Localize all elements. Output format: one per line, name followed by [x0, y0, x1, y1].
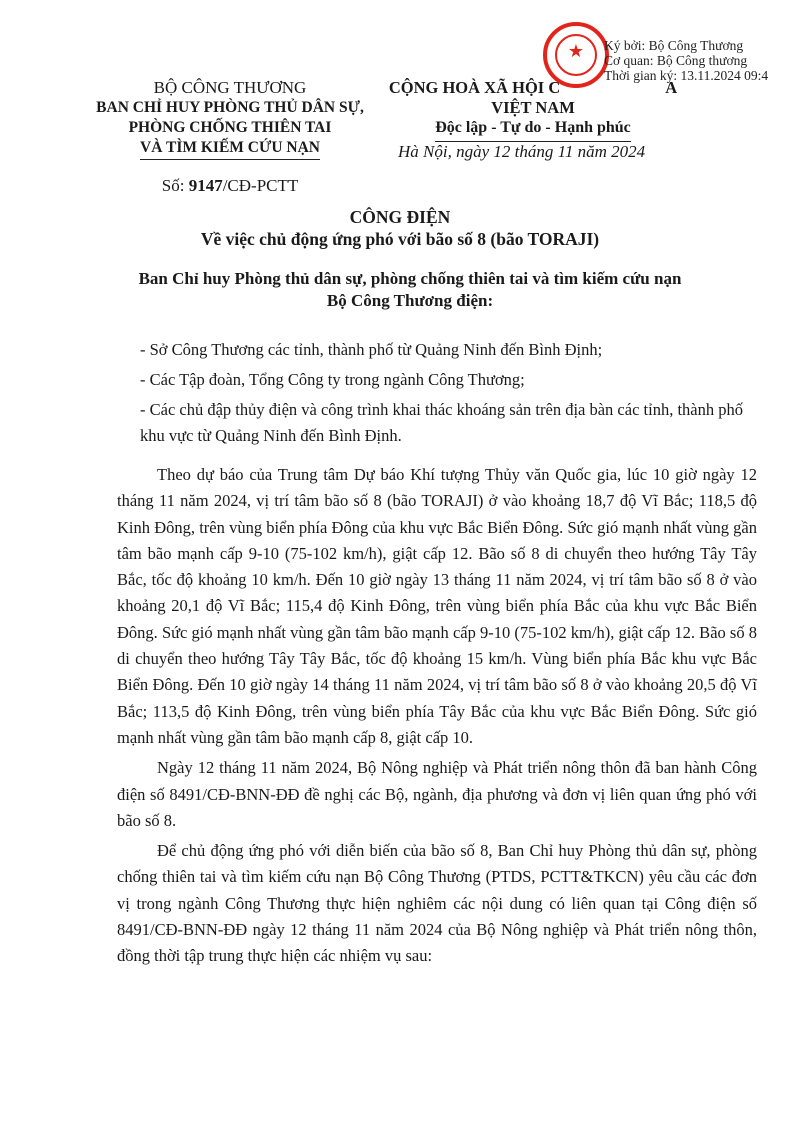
- committee-line-3: VÀ TÌM KIẾM CỨU NẠN: [140, 138, 320, 160]
- recipient-item: - Các chủ đập thủy điện và công trình khai thác khoáng sản trên địa bàn các tỉnh, thành phố khu vực từ Quảng Ninh đến Bình Định.: [140, 400, 743, 445]
- body-paragraph: Ngày 12 tháng 11 năm 2024, Bộ Nông nghiệp và Phát triển nông thôn đã ban hành Công điện số 8491/CĐ-BNN-ĐĐ đề nghị các Bộ, ngành, địa phương và đơn vị liên quan ứng phó với bão số 8.: [117, 758, 757, 830]
- digital-signature: [604, 38, 768, 83]
- document-body: [117, 462, 757, 974]
- signing-agency: Cơ quan: Bộ Công thương: [604, 53, 748, 68]
- nation-name-part1: CỘNG HOÀ XÃ HỘI C: [388, 78, 561, 97]
- document-number: [85, 176, 375, 196]
- issuing-authority: [85, 78, 375, 160]
- signing-time: Thời gian ký: 13.11.2024 09:4: [604, 68, 769, 83]
- signed-by: Ký bởi: Bộ Công Thương: [604, 38, 744, 53]
- committee-line-1: BAN CHỈ HUY PHÒNG THỦ DÂN SỰ,: [96, 99, 364, 116]
- recipient-item: - Sở Công Thương các tỉnh, thành phố từ Quảng Ninh đến Bình Định;: [140, 340, 603, 359]
- motto: Độc lập - Tự do - Hạnh phúc: [435, 118, 631, 142]
- addressee: [100, 268, 720, 312]
- national-emblem-stamp: [543, 22, 609, 88]
- body-paragraph: Để chủ động ứng phó với diễn biến của bão số 8, Ban Chỉ huy Phòng thủ dân sự, phòng chống thiên tai và tìm kiếm cứu nạn Bộ Công Thương (PTDS, PCTT&TKCN) yêu cầu các đơn vị trong ngành Công Thương thực hiện nghiêm các nội dung có liên quan tại Công điện số 8491/CĐ-BNN-ĐĐ ngày 12 tháng 11 năm 2024 của Bộ Nông nghiệp và Phát triển nông thôn, đồng thời tập trung thực hiện các nhiệm vụ sau:: [117, 841, 757, 966]
- body-paragraph: Theo dự báo của Trung tâm Dự báo Khí tượng Thủy văn Quốc gia, lúc 10 giờ ngày 12 tháng 11 năm 2024, vị trí tâm bão số 8 (bão TORAJI) ở vào khoảng 18,7 độ Vĩ Bắc; 118,5 độ Kinh Đông, trên vùng biển phía Đông của khu vực Bắc Biển Đông. Sức gió mạnh nhất vùng gần tâm bão mạnh cấp 9-10 (75-102 km/h), giật cấp 12. Bão số 8 di chuyển theo hướng Tây Tây Bắc, tốc độ khoảng 10 km/h. Đến 10 giờ ngày 13 tháng 11 năm 2024, vị trí tâm bão số 8 ở vào khoảng 20,1 độ Vĩ Bắc; 115,4 độ Kinh Đông, trên vùng biển phía Bắc của khu vực Bắc Biển Đông. Sức gió mạnh nhất vùng gần tâm bão mạnh cấp 9-10 (75-102 km/h), giật cấp 12. Bão số 8 di chuyển theo hướng Tây Tây Bắc, tốc độ khoảng 15 km/h. Vùng biển phía Bắc khu vực Bắc Biển Đông. Đến 10 giờ ngày 14 tháng 11 năm 2024, vị trí tâm bão số 8 ở vào khoảng 20,5 độ Vĩ Bắc; 113,5 độ Kinh Đông, trên vùng biển phía Tây Bắc của khu vực Bắc Biển Đông. Sức gió mạnh nhất vùng gần tâm bão mạnh cấp 8, giật cấp 10.: [117, 465, 757, 747]
- recipient-item: - Các Tập đoàn, Tổng Công ty trong ngành Công Thương;: [140, 370, 525, 389]
- document-subject: Về việc chủ động ứng phó với bão số 8 (bão TORAJI): [200, 229, 600, 249]
- recipient-list: [140, 337, 760, 453]
- doc-number-value: 9147: [188, 176, 223, 195]
- star-icon: ★: [567, 41, 585, 61]
- addressee-line-1: Ban Chỉ huy Phòng thủ dân sự, phòng chống thiên tai và tìm kiếm cứu nạn: [138, 269, 682, 288]
- nation-name-part2: A VIỆT NAM: [491, 78, 678, 117]
- document-title: [0, 206, 800, 250]
- addressee-line-2: Bộ Công Thương điện:: [326, 291, 494, 310]
- doc-number-label: Số:: [161, 176, 185, 195]
- document-type: CÔNG ĐIỆN: [349, 207, 451, 227]
- ministry-name: BỘ CÔNG THƯƠNG: [153, 78, 307, 97]
- place-date: Hà Nội, ngày 12 tháng 11 năm 2024: [398, 142, 646, 161]
- committee-line-2: PHÒNG CHỐNG THIÊN TAI: [128, 119, 332, 136]
- doc-code: /CĐ-PCTT: [222, 176, 299, 195]
- national-header: [368, 78, 698, 142]
